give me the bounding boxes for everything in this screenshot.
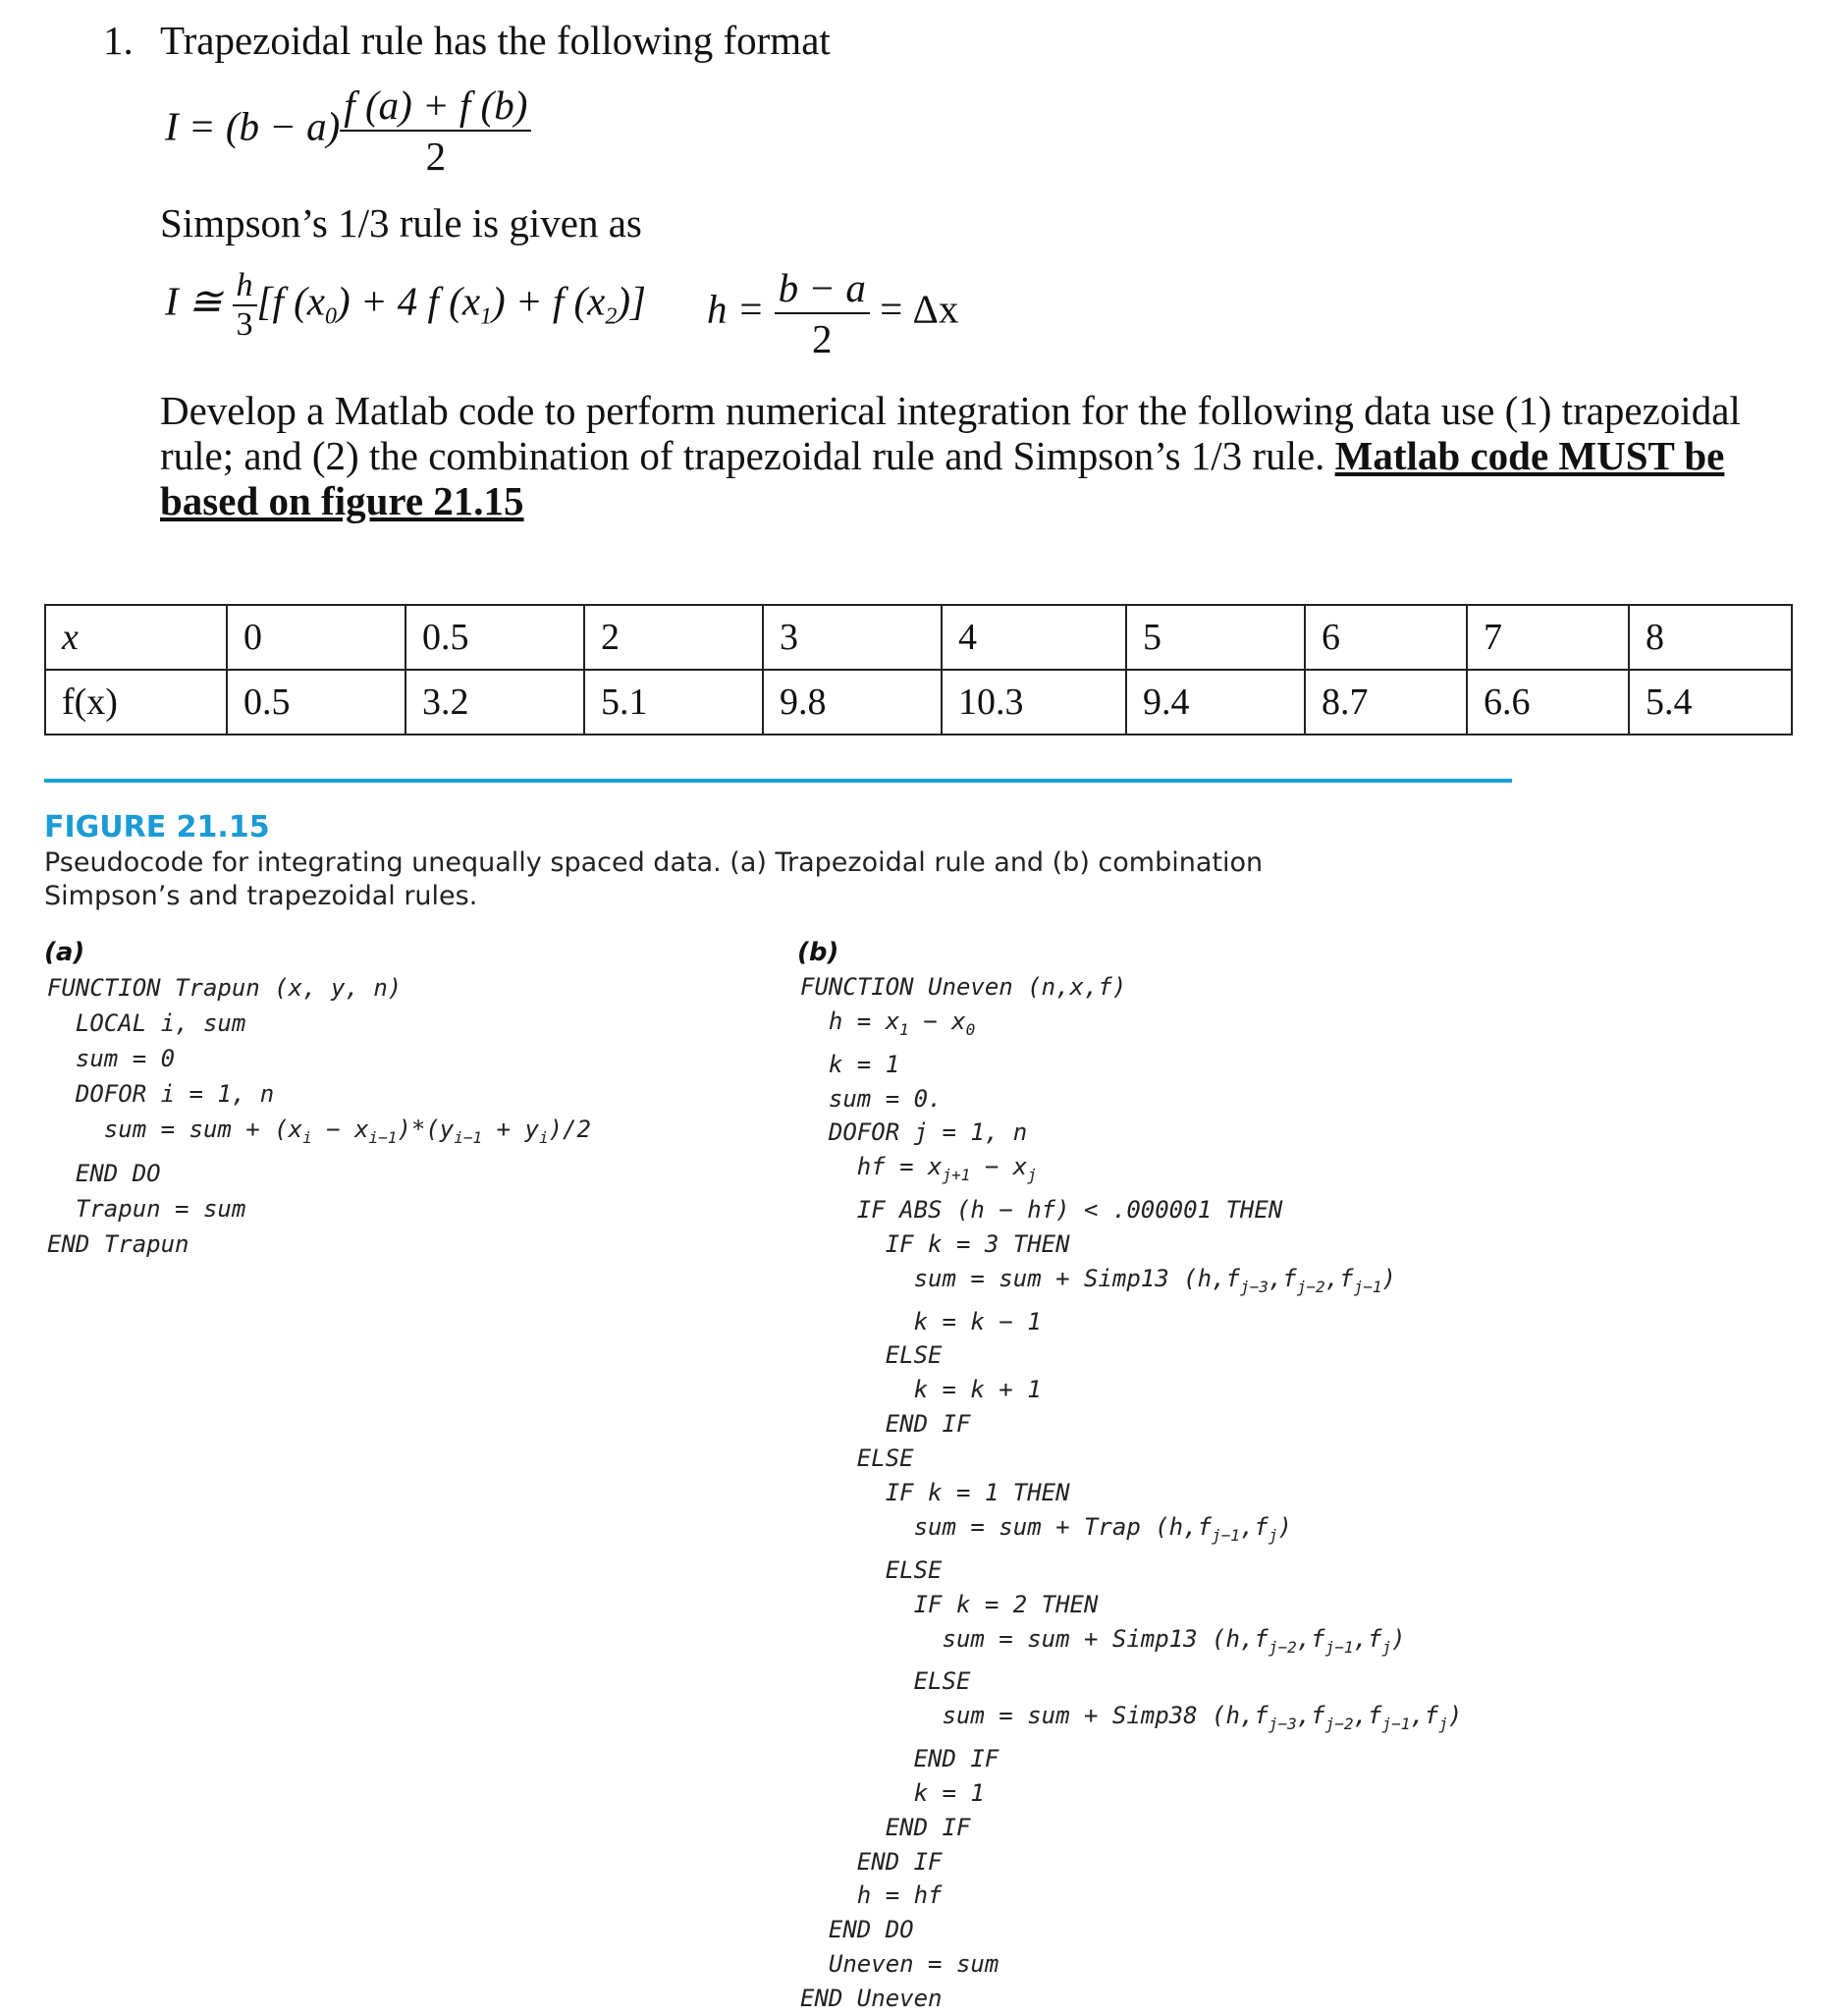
table-cell: 8.7: [1305, 670, 1467, 735]
simpson-lhs: I ≅: [165, 278, 223, 324]
data-table: [44, 604, 1793, 736]
table-cell: 5.1: [584, 670, 763, 735]
code-line: DOFOR i = 1, n: [47, 1080, 275, 1108]
code-line: END IF: [800, 1847, 943, 1876]
code-panel-a: [47, 970, 591, 1262]
code-line: END Trapun: [47, 1229, 189, 1258]
code-line: FUNCTION Uneven (n,x,f): [800, 973, 1127, 1001]
code-line: IF k = 3 THEN: [800, 1229, 1070, 1258]
code-line: FUNCTION Trapun (x, y, n): [47, 974, 403, 1002]
code-line: IF k = 1 THEN: [800, 1479, 1070, 1507]
code-line: LOCAL i, sum: [47, 1009, 246, 1037]
code-line: sum = 0.: [800, 1084, 943, 1113]
code-line: k = k + 1: [800, 1376, 1042, 1404]
code-line: k = 1: [800, 1778, 985, 1807]
table-header-x: x: [45, 605, 227, 670]
table-cell: 5.4: [1629, 670, 1792, 735]
h-formula-lhs: h =: [707, 286, 765, 332]
code-line: IF ABS (h − hf) < .000001 THEN: [800, 1196, 1283, 1225]
table-cell: 6.6: [1467, 670, 1629, 735]
figure-title: FIGURE 21.15: [44, 810, 270, 845]
table-row-x: [45, 605, 1792, 670]
code-line: DOFOR j = 1, n: [800, 1118, 1028, 1147]
code-line: sum = sum + $(x_i - x_{i-1})*(y_{i-1} + y_i)/2$: [47, 1116, 591, 1147]
code-panel-b: [800, 970, 1462, 2016]
h-formula-numerator: b − a: [775, 263, 870, 314]
table-cell: 7: [1467, 605, 1629, 670]
table-cell: 9.8: [763, 670, 942, 735]
table-row-fx: [45, 670, 1792, 735]
code-line: Trapun = sum: [47, 1194, 246, 1223]
code-line: $h = x_1 - x_0$: [800, 1007, 976, 1039]
code-line: sum = sum + Simp38 $(h,f_{j-3},f_{j-2},f_{j-1},f_j)$: [800, 1702, 1463, 1733]
table-cell: 0: [227, 605, 405, 670]
table-cell: 3.2: [405, 670, 584, 735]
code-line: hf = $x_{j+1} - x_j$: [800, 1153, 1037, 1185]
simpson-bracket-open: [f (x: [256, 278, 325, 324]
code-line: k = 1: [800, 1050, 900, 1078]
figure-caption-line1: Pseudocode for integrating unequally spaced data. (a) Trapezoidal rule and (b) combination: [44, 847, 1264, 878]
table-cell: 2: [584, 605, 763, 670]
table-cell: 6: [1305, 605, 1467, 670]
code-line: ELSE: [800, 1667, 971, 1696]
code-line: ELSE: [800, 1555, 943, 1584]
trap-formula-denominator: 2: [425, 134, 447, 179]
task-requirement: Matlab code MUST be based on figure 21.15: [160, 433, 1725, 523]
code-line: k = k − 1: [800, 1307, 1042, 1335]
simpson-bracket-close: )]: [617, 278, 646, 324]
question-number: 1.: [103, 18, 134, 63]
code-line: END IF: [800, 1410, 971, 1439]
table-cell: 8: [1629, 605, 1792, 670]
simpson-mid-1: ) + 4 f (x: [336, 278, 481, 324]
simpson-sub-0: 0: [324, 303, 337, 330]
code-line: sum = sum + Trap $(h,f_{j-1},f_j)$: [800, 1512, 1292, 1545]
h-formula: [707, 263, 958, 363]
figure-caption-line2: Simpson’s and trapezoidal rules.: [44, 881, 478, 911]
table-cell: 4: [942, 605, 1126, 670]
code-line: END IF: [800, 1744, 999, 1772]
h-formula-denominator: 2: [812, 316, 833, 361]
code-line: h = hf: [800, 1881, 943, 1910]
simpson-sub-1: 1: [480, 303, 493, 330]
code-line: IF k = 2 THEN: [800, 1590, 1099, 1618]
panel-a-label: (a): [44, 938, 85, 967]
h-formula-rhs: = Δx: [880, 286, 959, 332]
code-line: Uneven = sum: [800, 1950, 999, 1979]
code-line: END DO: [800, 1916, 914, 1944]
code-line: ELSE: [800, 1444, 914, 1473]
code-line: sum = sum + Simp13 $(h,f_{j-2},f_{j-1},f_j)$: [800, 1624, 1406, 1657]
code-line: sum = 0: [47, 1045, 176, 1072]
table-header-fx: f(x): [45, 670, 227, 735]
table-cell: 10.3: [942, 670, 1126, 735]
table-cell: 9.4: [1126, 670, 1305, 735]
panel-b-label: (b): [797, 938, 839, 967]
table-cell: 5: [1126, 605, 1305, 670]
table-cell: 3: [763, 605, 942, 670]
code-line: END DO: [47, 1159, 161, 1187]
simpson-mid-2: ) + f (x: [492, 278, 606, 324]
figure-divider: [44, 779, 1512, 783]
code-line: END Uneven: [800, 1985, 943, 2013]
code-line: sum = sum + Simp13 $(h,f_{j-3},f_{j-2},f_{j-1})$: [800, 1264, 1396, 1296]
trap-formula-lhs: I = (b − a): [165, 103, 341, 149]
task-paragraph: [160, 388, 1770, 523]
code-line: END IF: [800, 1813, 971, 1841]
simpson-intro: Simpson’s 1/3 rule is given as: [160, 200, 642, 245]
trapezoidal-formula: [165, 81, 531, 181]
simpson-sub-2: 2: [605, 303, 618, 330]
simpson-formula: [165, 267, 646, 344]
simpson-h-numerator: h: [233, 267, 257, 306]
simpson-h-denominator: 3: [236, 306, 253, 343]
table-cell: 0.5: [405, 605, 584, 670]
task-paragraph-text: Develop a Matlab code to perform numerical integration for the following data use (1) trapezoidal rule; and (2) the combination of trapezoidal rule and Simpson’s 1/3 rule.: [160, 388, 1741, 478]
code-line: ELSE: [800, 1341, 943, 1370]
trap-formula-numerator: f (a) + f (b): [340, 81, 531, 132]
question-intro: Trapezoidal rule has the following format: [160, 18, 831, 63]
table-cell: 0.5: [227, 670, 405, 735]
